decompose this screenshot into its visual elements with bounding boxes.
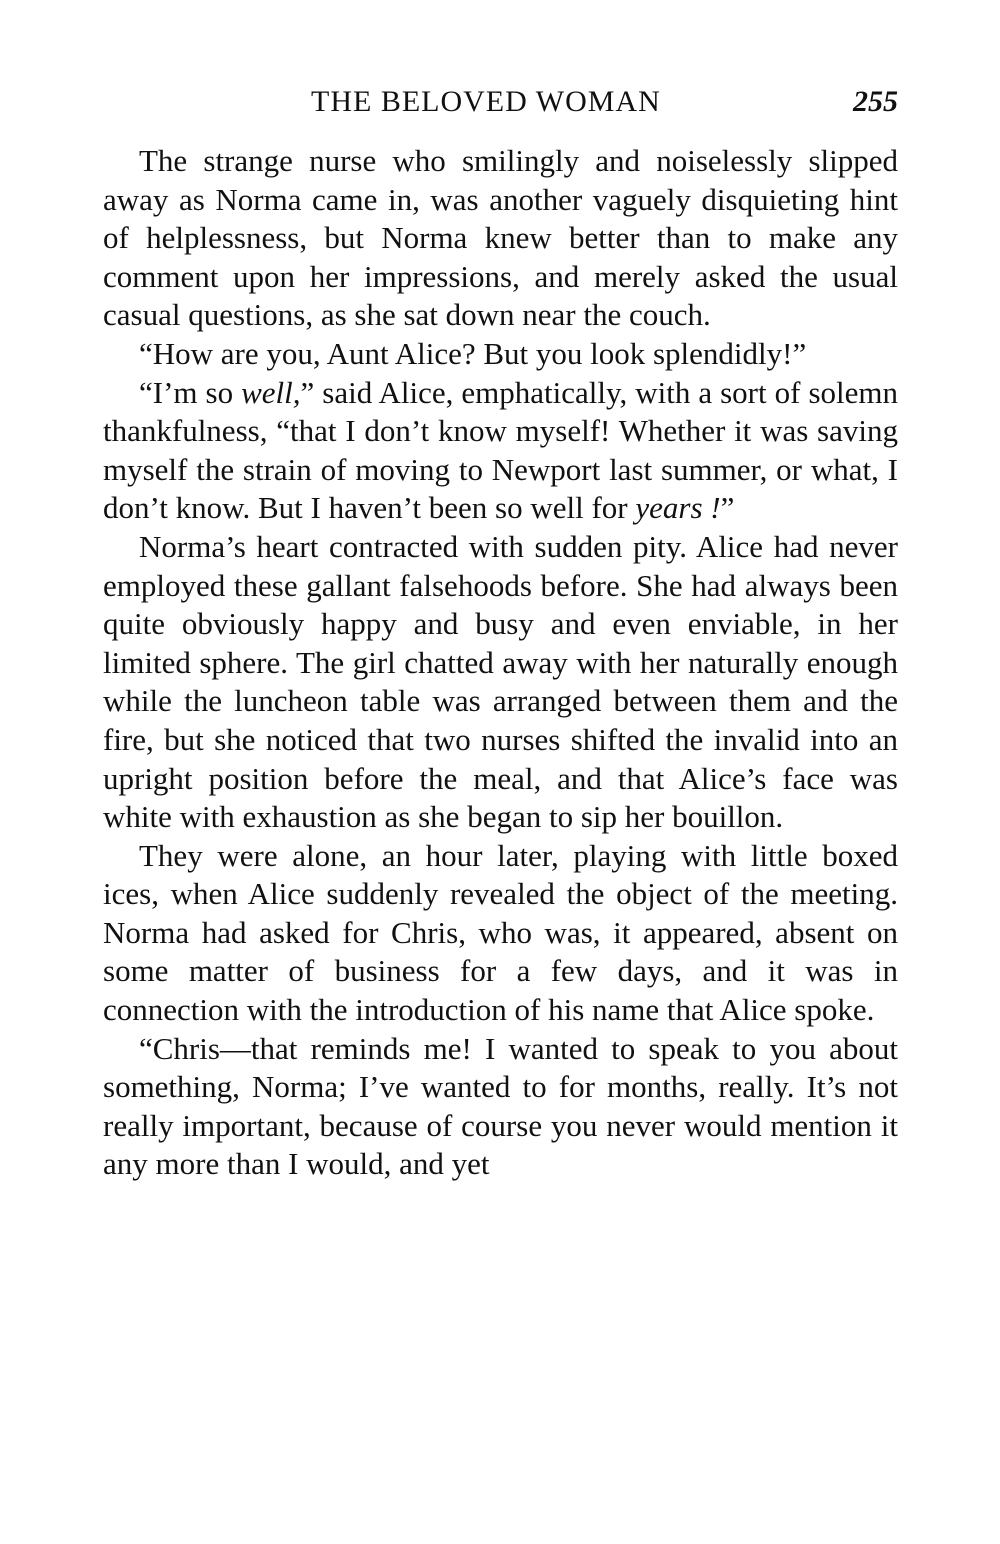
running-head	[103, 78, 898, 126]
paragraph-greeting: “How are you, Aunt Alice? But you look splendidly!”	[139, 335, 807, 371]
paragraph-nurse: The strange nurse who smilingly and noiselessly slipped away as Norma came in, was another vaguely disquieting hint of helplessness, but Norma knew better than to make any comment upon her impressions, and merely asked the usual casual questions, as she sat down near the couch.	[103, 143, 898, 333]
running-title: THE BELOVED WOMAN	[311, 85, 661, 118]
paragraph-alone: They were alone, an hour later, playing with little boxed ices, when Alice suddenly revealed the object of the meeting. Norma had asked for Chris, who was, it appeared, absent on some matter of business for a few days, and it was in connection with the introduction of his name that Alice spoke.	[103, 837, 898, 1028]
paragraph-chris: “Chris—that reminds me! I wanted to speak to you about something, Norma; I’ve wanted to for months, really. It’s not really important, because of course you never would mention it any more than I would, and yet	[103, 1030, 898, 1182]
reply-text-2: ” said Alice, emphatically, with a sort of solemn thankfulness, “that I don’t know myself! Whether it was saving myself the strain of moving to Newport last summer, or what, I don’t know. But I haven’t been so well for	[103, 374, 898, 526]
book-page	[103, 78, 898, 1184]
reply-emphasis-well: well,	[241, 374, 301, 410]
paragraph-pity: Norma’s heart contracted with sudden pity. Alice had never employed these gallant falsehoods before. She had always been quite obviously happy and busy and even enviable, in her limited sphere. The girl chatted away with her naturally enough while the luncheon table was arranged between them and the fire, but she noticed that two nurses shifted the invalid into an upright position before the meal, and that Alice’s face was white with exhaustion as she began to sip her bouillon.	[103, 528, 898, 835]
page-number: 255	[853, 85, 898, 118]
reply-text-1: “I’m so	[139, 374, 242, 410]
paragraph-alice-reply	[103, 374, 898, 528]
reply-text-3: ”	[720, 490, 735, 526]
body-text	[103, 142, 898, 1184]
reply-emphasis-years: years !	[635, 490, 721, 526]
